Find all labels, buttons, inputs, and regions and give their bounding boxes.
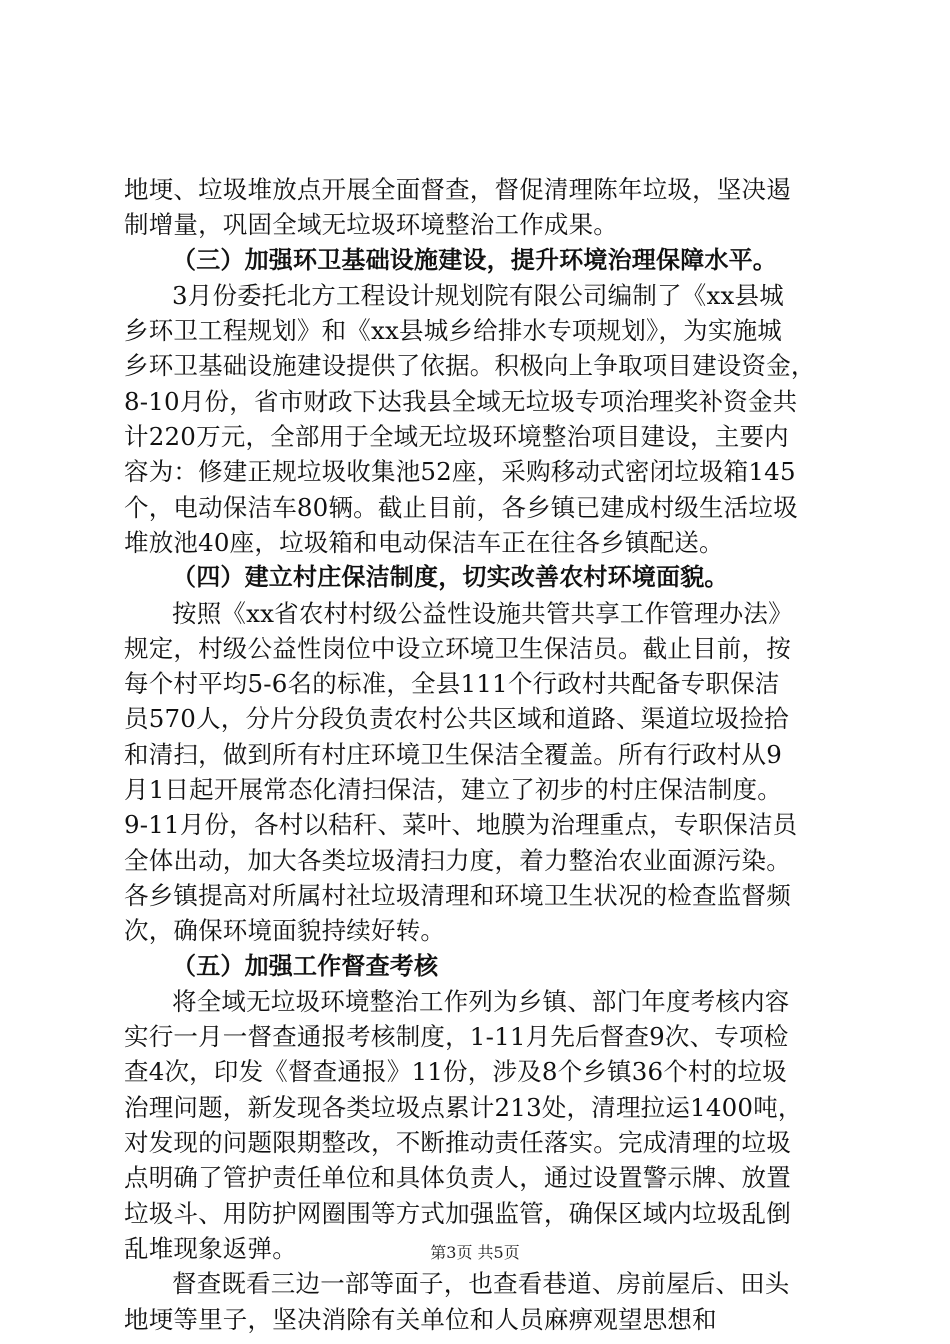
paragraph-line: 将全域无垃圾环境整治工作列为乡镇、部门年度考核内容 bbox=[172, 986, 790, 1016]
paragraph-line: 地埂等里子，坚决消除有关单位和人员麻痹观望思想和 bbox=[124, 1304, 717, 1334]
paragraph-line: 个，电动保洁车80辆。截止目前，各乡镇已建成村级生活垃圾 bbox=[124, 492, 798, 522]
paragraph-line: 3月份委托北方工程设计规划院有限公司编制了《xx县城 bbox=[172, 280, 784, 310]
paragraph-line: 制增量，巩固全域无垃圾环境整治工作成果。 bbox=[124, 210, 618, 240]
document-body bbox=[124, 172, 836, 1337]
paragraph-line: 堆放池40座，垃圾箱和电动保洁车正在往各乡镇配送。 bbox=[124, 527, 724, 557]
paragraph-line: 容为：修建正规垃圾收集池52座，采购移动式密闭垃圾箱145 bbox=[124, 457, 796, 487]
paragraph-line: 垃圾斗、用防护网圈围等方式加强监管，确保区域内垃圾乱倒 bbox=[124, 1198, 791, 1228]
paragraph-line: 规定，村级公益性岗位中设立环境卫生保洁员。截止目前，按 bbox=[124, 633, 791, 663]
paragraph-line: 和清扫，做到所有村庄环境卫生保洁全覆盖。所有行政村从9 bbox=[124, 739, 782, 769]
paragraph-line: 按照《xx省农村村级公益性设施共管共享工作管理办法》 bbox=[172, 598, 793, 628]
section-heading: （三）加强环卫基础设施建设，提升环境治理保障水平。 bbox=[172, 245, 777, 274]
paragraph-line: 实行一月一督查通报考核制度，1-11月先后督查9次、专项检 bbox=[124, 1022, 789, 1052]
section-heading: （五）加强工作督查考核 bbox=[172, 951, 439, 980]
paragraph-line: 督查既看三边一部等面子，也查看巷道、房前屋后、田头 bbox=[172, 1269, 790, 1299]
paragraph-line: 月1日起开展常态化清扫保洁，建立了初步的村庄保洁制度。 bbox=[124, 775, 782, 805]
paragraph-line: 9-11月份，各村以秸秆、菜叶、地膜为治理重点，专职保洁员 bbox=[124, 810, 798, 840]
paragraph-line: 治理问题，新发现各类垃圾点累计213处，清理拉运1400吨， bbox=[124, 1092, 803, 1122]
paragraph-line: 地埂、垃圾堆放点开展全面督查，督促清理陈年垃圾，坚决遏 bbox=[124, 175, 791, 204]
paragraph-line: 各乡镇提高对所属村社垃圾清理和环境卫生状况的检查监督频 bbox=[124, 880, 791, 910]
paragraph-line: 8-10月份，省市财政下达我县全域无垃圾专项治理奖补资金共 bbox=[124, 386, 798, 416]
paragraph-line: 对发现的问题限期整改，不断推动责任落实。完成清理的垃圾 bbox=[124, 1128, 791, 1158]
paragraph-line: 员570人，分片分段负责农村公共区域和道路、渠道垃圾捡拾 bbox=[124, 704, 789, 734]
paragraph-line: 计220万元，全部用于全域无垃圾环境整治项目建设，主要内 bbox=[124, 422, 789, 452]
section-heading: （四）建立村庄保洁制度，切实改善农村环境面貌。 bbox=[172, 563, 729, 592]
paragraph-line: 点明确了管护责任单位和具体负责人，通过设置警示牌、放置 bbox=[124, 1163, 791, 1193]
paragraph-line: 次，确保环境面貌持续好转。 bbox=[124, 916, 446, 946]
paragraph-line: 乱堆现象返弹。 bbox=[124, 1233, 297, 1263]
paragraph-line: 查4次，印发《督查通报》11份，涉及8个乡镇36个村的垃圾 bbox=[124, 1057, 787, 1087]
page-footer: 第3页 共5页 bbox=[430, 1243, 520, 1262]
paragraph-line: 全体出动，加大各类垃圾清扫力度，着力整治农业面源污染。 bbox=[124, 845, 791, 875]
paragraph-line: 乡环卫基础设施建设提供了依据。积极向上争取项目建设资金， bbox=[124, 351, 816, 381]
paragraph-line: 每个村平均5-6名的标准，全县111个行政村共配备专职保洁 bbox=[124, 669, 780, 699]
paragraph-line: 乡环卫工程规划》和《xx县城乡给排水专项规划》，为实施城 bbox=[124, 316, 782, 346]
